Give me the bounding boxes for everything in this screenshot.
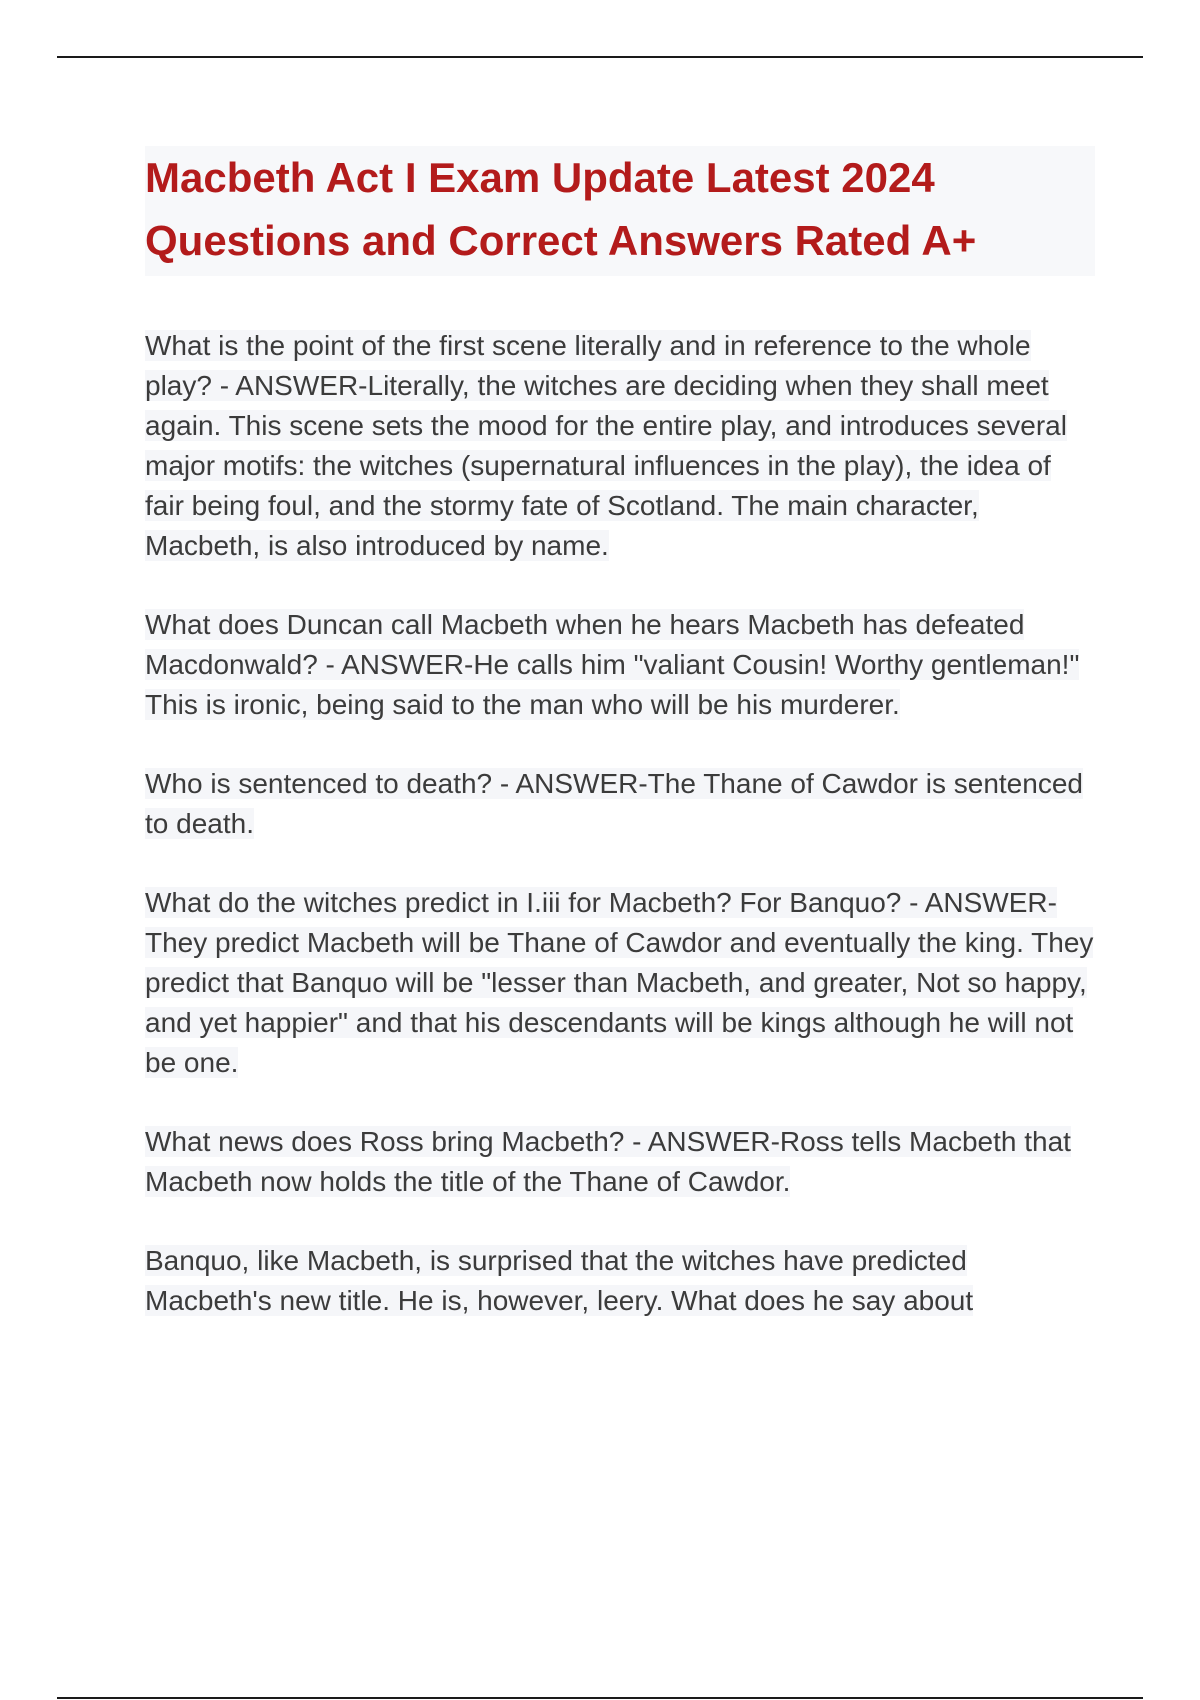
document-body bbox=[145, 146, 1095, 1360]
qa-item-4 bbox=[145, 883, 1095, 1083]
qa-text: What is the point of the first scene literally and in reference to the whole play? - ANSWER-Literally, the witches are deciding when they shall meet again. This scene sets the mood for the entire play, and introduces several major motifs: the witches (supernatural influences in the play), the idea of fair being foul, and the stormy fate of Scotland. The main character, Macbeth, is also introduced by name. bbox=[145, 330, 1067, 561]
qa-item-3 bbox=[145, 764, 1095, 844]
qa-text: What does Duncan call Macbeth when he hears Macbeth has defeated Macdonwald? - ANSWER-He calls him "valiant Cousin! Worthy gentleman!" This is ironic, being said to the man who will be his murderer. bbox=[145, 609, 1080, 720]
qa-text: Who is sentenced to death? - ANSWER-The Thane of Cawdor is sentenced to death. bbox=[145, 768, 1083, 839]
qa-text: What do the witches predict in I.iii for Macbeth? For Banquo? - ANSWER-They predict Macbeth will be Thane of Cawdor and eventually the king. They predict that Banquo will be "lesser than Macbeth, and greater, Not so happy, and yet happier" and that his descendants will be kings although he will not be one. bbox=[145, 887, 1094, 1078]
bottom-rule bbox=[57, 1697, 1143, 1699]
qa-item-6 bbox=[145, 1241, 1095, 1321]
document-title: Macbeth Act I Exam Update Latest 2024 Questions and Correct Answers Rated A+ bbox=[145, 146, 1095, 276]
qa-item-5 bbox=[145, 1122, 1095, 1202]
qa-item-1 bbox=[145, 326, 1095, 566]
qa-item-2 bbox=[145, 605, 1095, 725]
qa-text: What news does Ross bring Macbeth? - ANSWER-Ross tells Macbeth that Macbeth now holds the title of the Thane of Cawdor. bbox=[145, 1126, 1071, 1197]
top-rule bbox=[57, 56, 1143, 58]
qa-text: Banquo, like Macbeth, is surprised that the witches have predicted Macbeth's new title. He is, however, leery. What does he say about bbox=[145, 1245, 974, 1316]
